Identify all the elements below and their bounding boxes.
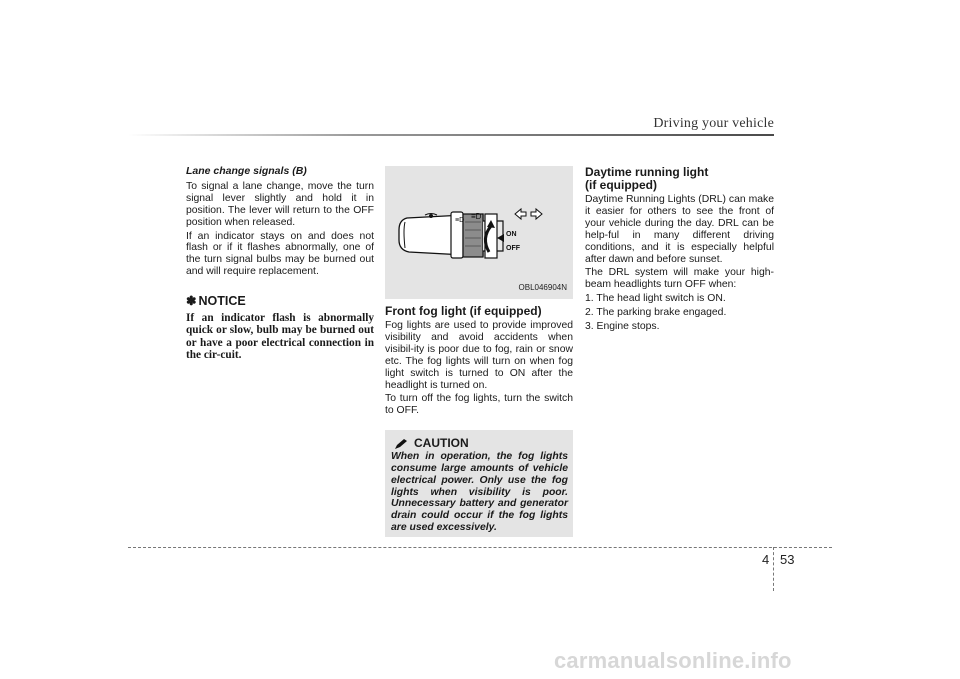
- pen-icon: [394, 438, 408, 450]
- figure-caption: OBL046904N: [518, 283, 567, 293]
- column-left: [186, 166, 374, 363]
- fog-light-paragraph-2: To turn off the fog lights, turn the switch to OFF.: [385, 393, 573, 417]
- footer-divider: [128, 547, 832, 548]
- svg-text:≡D: ≡D: [455, 217, 465, 224]
- caution-text: When in operation, the fog lights consume large amounts of vehicle electrical power. Only use the fog lights when visibility is poor. Unnecessary battery and generator drain could occur if the fog lights are used excessively.: [391, 451, 568, 534]
- caution-title: CAUTION: [414, 436, 469, 451]
- lane-change-subhead: Lane change signals (B): [186, 165, 307, 177]
- list-item: 3. Engine stops.: [585, 321, 660, 333]
- fog-light-lever-figure: [385, 166, 573, 299]
- list-item: 1. The head light switch is ON.: [585, 293, 726, 305]
- fog-light-title: Front fog light (if equipped): [385, 304, 542, 318]
- caution-heading: [391, 438, 568, 450]
- off-label: OFF: [506, 245, 520, 252]
- drl-paragraph-1: Daytime Running Lights (DRL) can make it easier for others to see the front of your vehicle during the day. DRL can be help-ful in many different driving conditions, and it is especially helpful after dawn and before sunset.: [585, 194, 774, 265]
- list-item: 2. The parking brake engaged.: [585, 307, 727, 319]
- caution-box: [385, 430, 573, 537]
- drl-title-line-1: Daytime running light: [585, 165, 709, 179]
- notice-star-icon: ✽: [186, 294, 197, 309]
- turn-signal-lever-illustration: [385, 166, 573, 299]
- lane-change-paragraph-2: If an indicator stays on and does not flash or if it flashes abnormally, one of the turn signal bulbs may be burned out and will require replacement.: [186, 230, 374, 278]
- watermark: carmanualsonline.info: [554, 648, 792, 673]
- notice-text: If an indicator flash is abnormally quick or slow, bulb may be burned out or have a poor electrical connection in the cir-cuit.: [186, 312, 374, 361]
- footer-tick: [773, 547, 774, 591]
- drl-title-line-2: (if equipped): [585, 178, 657, 192]
- svg-text:≡D: ≡D: [471, 212, 482, 221]
- running-header: Driving your vehicle: [653, 116, 774, 131]
- page-number: 53: [780, 552, 795, 567]
- on-label: ON: [506, 231, 517, 238]
- notice-title: NOTICE: [198, 294, 246, 309]
- column-middle: [385, 166, 573, 537]
- header-divider: [128, 134, 774, 136]
- fog-light-paragraph-1: Fog lights are used to provide improved visibility and avoid accidents when visibil-ity is poor due to fog, rain or snow etc. The fog lights will turn on when fog light switch is turned to ON after the headlight is turned on.: [385, 320, 573, 391]
- drl-paragraph-2: The DRL system will make your high-beam headlights turn OFF when:: [585, 267, 774, 291]
- column-right: [585, 166, 774, 335]
- notice-heading: [186, 296, 374, 308]
- lane-change-paragraph-1: To signal a lane change, move the turn signal lever slightly and hold it in position. The lever will return to the OFF position when released.: [186, 180, 374, 228]
- chapter-number: 4: [762, 552, 770, 567]
- drl-title: [585, 166, 774, 192]
